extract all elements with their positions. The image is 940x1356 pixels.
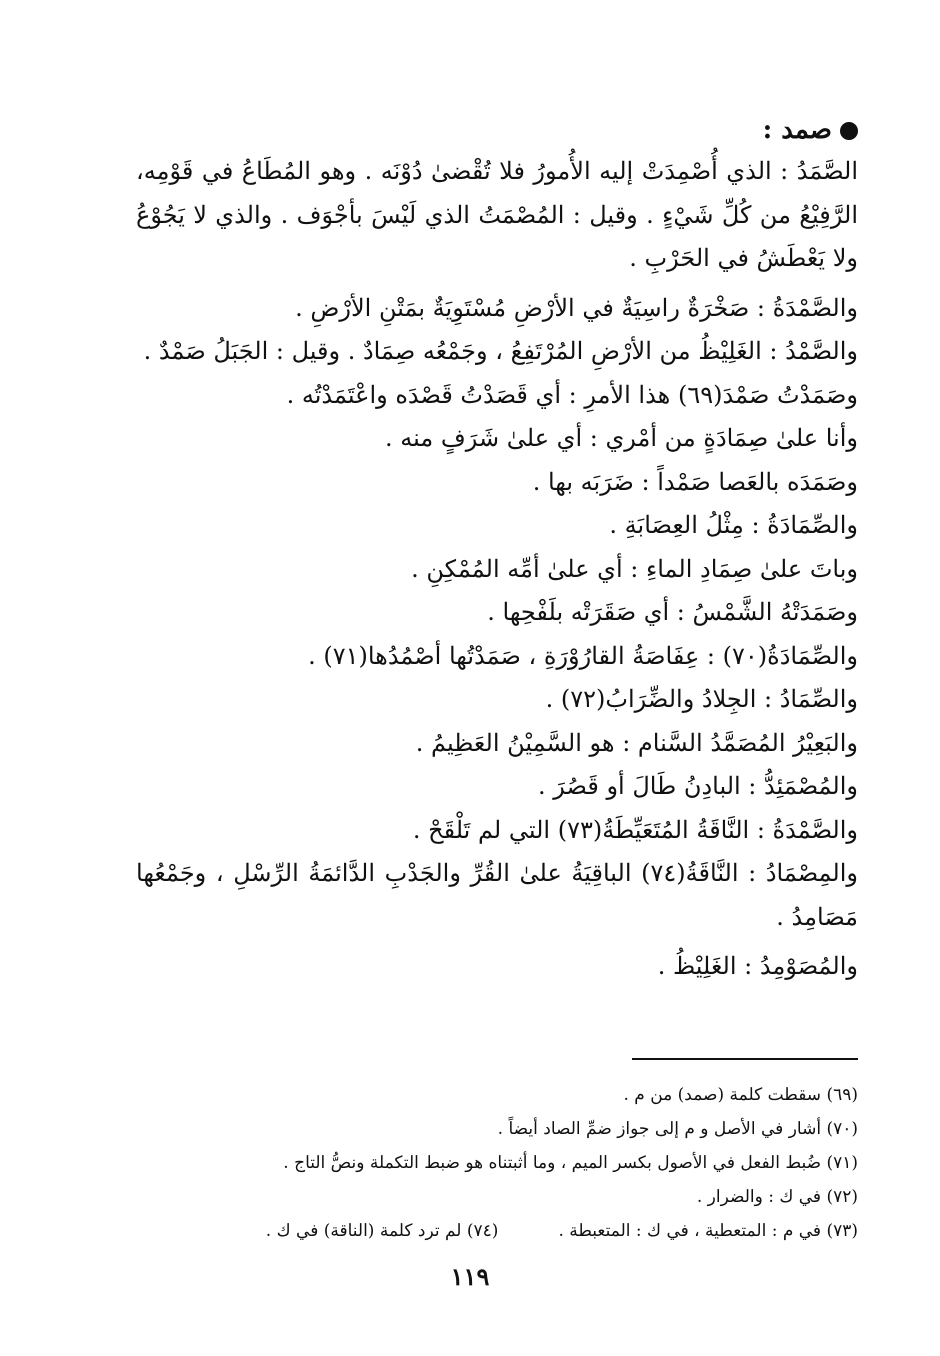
paragraph: والصَّمْدَةُ : النَّاقَةُ المُتَعَيِّطَةُ(٧٣) التي لم تَلْقَحْ . — [412, 815, 858, 844]
paragraph: وصَمَدَتْهُ الشَّمْسُ : أي صَقَرَتْه بلَفْحِها . — [487, 598, 858, 626]
paragraph: وباتَ علىٰ صِمَادِ الماءِ : أي علىٰ أمِّه المُمْكِنِ . — [411, 554, 858, 583]
paragraph: والصِّمَادُ : الجِلادُ والضِّرَابُ(٧٢) . — [545, 685, 858, 713]
footnote-70: (٧٠) أشار في الأصل و م إلى جواز ضمِّ الصاد أيضاً . — [497, 1119, 858, 1139]
paragraph: والصِّمَادَةُ(٧٠) : عِفَاصَةُ القارُوْرَةِ ، صَمَدْتُها أصْمُدُها(٧١) . — [308, 641, 858, 670]
footnote-73: (٧٣) في م : المتعطية ، في ك : المتعبطة . — [558, 1221, 858, 1241]
bullet-icon — [840, 122, 858, 140]
footnote-71: (٧١) ضُبط الفعل في الأصول بكسر الميم ، وما أثبتناه هو ضبط التكملة ونصُّ التاج . — [283, 1153, 858, 1173]
paragraph: الصَّمَدُ : الذي أُصْمِدَتْ إليه الأُمورُ فلا تُقْضىٰ دُوْنَه . وهو المُطَاعُ في قَوْمِه، الرَّفِيْعُ من كُلِّ شَيْءٍ . وقيل : المُصْمَتُ الذي لَيْسَ بأجْوَف . والذي لا يَجُوْعُ ولا يَعْطَشُ في الحَرْبِ . — [136, 157, 858, 272]
footnotes — [80, 1078, 858, 1248]
footnote-row — [80, 1214, 858, 1248]
entry-body — [136, 150, 858, 989]
footnote-divider — [632, 1058, 858, 1060]
paragraph: والمِصْمَادُ : النَّاقَةُ(٧٤) الباقِيَةُ علىٰ القُرِّ والجَدْبِ الدَّائمَةُ الرِّسْلِ ، وجَمْعُها مَصَامِدُ . — [136, 859, 858, 931]
paragraph: وصَمَدْتُ صَمْدَ(٦٩) هذا الأمرِ : أي قَصَدْتُ قَصْدَه واعْتَمَدْتُه . — [286, 380, 858, 409]
paragraph: والصَّمْدَةُ : صَخْرَةٌ راسِيَةٌ في الأرْضِ مُسْتَوِيَةٌ بمَتْنِ الأرْضِ . — [295, 293, 858, 322]
paragraph: والصِّمَادَةُ : مِثْلُ العِصَابَةِ . — [609, 511, 858, 539]
paragraph: والمُصَوْمِدُ : الغَلِيْظُ . — [657, 952, 858, 980]
paragraph: والصَّمْدُ : الغَلِيْظُ من الأرْضِ المُرْتَفِعُ ، وجَمْعُه صِمَادٌ . وقيل : الجَبَلُ صَمْدٌ . — [143, 337, 858, 365]
page-number: ١١٩ — [450, 1262, 490, 1291]
entry-heading-text: صمد : — [762, 115, 832, 145]
footnote-72: (٧٢) في ك : والضرار . — [696, 1187, 858, 1207]
footnote-69: (٦٩) سقطت كلمة (صمد) من م . — [623, 1085, 858, 1105]
paragraph: وصَمَدَه بالعَصا صَمْداً : ضَرَبَه بها . — [532, 467, 858, 496]
entry-heading — [763, 112, 858, 148]
footnote-74: (٧٤) لم ترد كلمة (الناقة) في ك . — [265, 1221, 499, 1241]
paragraph: والمُصْمَئِدُّ : البادِنُ طَالَ أو قَصُرَ . — [538, 772, 858, 800]
paragraph: والبَعِيْرُ المُصَمَّدُ السَّنام : هو السَّمِيْنُ العَظِيمُ . — [415, 728, 858, 757]
paragraph: وأنا علىٰ صِمَادَةٍ من أمْري : أي علىٰ شَرَفٍ منه . — [385, 424, 858, 452]
